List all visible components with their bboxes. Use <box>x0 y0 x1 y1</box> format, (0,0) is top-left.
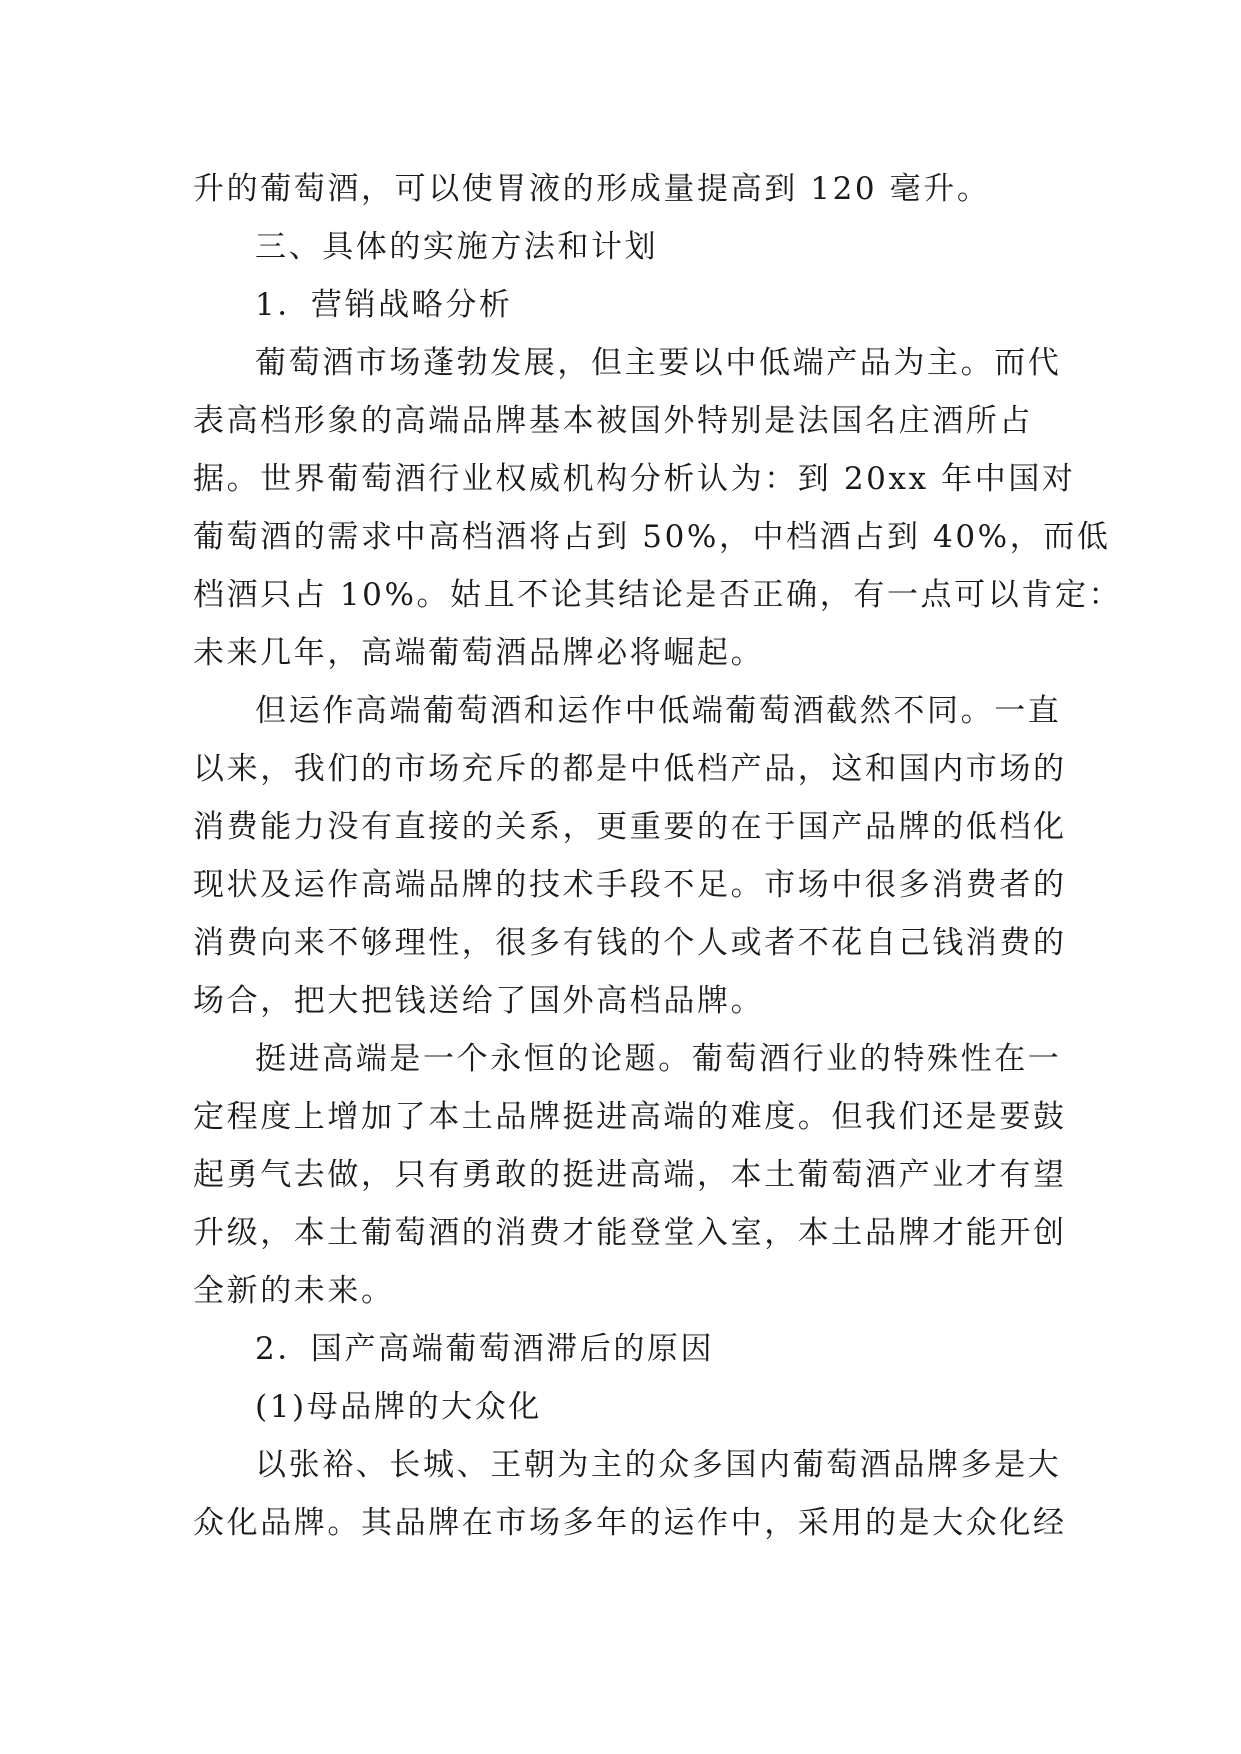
text-line: 现状及运作高端品牌的技术手段不足。市场中很多消费者的 <box>193 867 1067 903</box>
text-line: 但运作高端葡萄酒和运作中低端葡萄酒截然不同。一直 <box>255 693 1062 729</box>
text-line: 起勇气去做，只有勇敢的挺进高端，本土葡萄酒产业才有望 <box>193 1157 1067 1193</box>
text-line: 据。世界葡萄酒行业权威机构分析认为：到 20xx 年中国对 <box>193 461 1076 497</box>
text-line: 消费能力没有直接的关系，更重要的在于国产品牌的低档化 <box>193 809 1067 845</box>
document-body <box>193 160 1123 1552</box>
text-line: 档酒只占 10%。姑且不论其结论是否正确，有一点可以肯定： <box>193 577 1123 613</box>
text-line: 全新的未来。 <box>193 1273 395 1309</box>
text-line: 定程度上增加了本土品牌挺进高端的难度。但我们还是要鼓 <box>193 1099 1067 1135</box>
text-line: 葡萄酒的需求中高档酒将占到 50%，中档酒占到 40%，而低 <box>193 519 1111 555</box>
text-line: 场合，把大把钱送给了国外高档品牌。 <box>193 983 765 1019</box>
text-line: 挺进高端是一个永恒的论题。葡萄酒行业的特殊性在一 <box>255 1041 1062 1077</box>
section-heading: 三、具体的实施方法和计划 <box>255 229 659 265</box>
text-line: 以张裕、长城、王朝为主的众多国内葡萄酒品牌多是大 <box>255 1447 1062 1483</box>
text-line: 升级，本土葡萄酒的消费才能登堂入室，本土品牌才能开创 <box>193 1215 1067 1251</box>
subsection-heading: 1．营销战略分析 <box>255 287 513 323</box>
subsection-heading: (1)母品牌的大众化 <box>255 1389 542 1425</box>
text-line: 表高档形象的高端品牌基本被国外特别是法国名庄酒所占 <box>193 403 1033 439</box>
subsection-heading: 2．国产高端葡萄酒滞后的原因 <box>255 1331 715 1367</box>
text-line: 葡萄酒市场蓬勃发展，但主要以中低端产品为主。而代 <box>255 345 1062 381</box>
text-line: 未来几年，高端葡萄酒品牌必将崛起。 <box>193 635 765 671</box>
text-line: 众化品牌。其品牌在市场多年的运作中，采用的是大众化经 <box>193 1505 1067 1541</box>
text-line: 以来，我们的市场充斥的都是中低档产品，这和国内市场的 <box>193 751 1067 787</box>
text-line: 升的葡萄酒，可以使胃液的形成量提高到 120 毫升。 <box>193 171 991 207</box>
text-line: 消费向来不够理性，很多有钱的个人或者不花自己钱消费的 <box>193 925 1067 961</box>
